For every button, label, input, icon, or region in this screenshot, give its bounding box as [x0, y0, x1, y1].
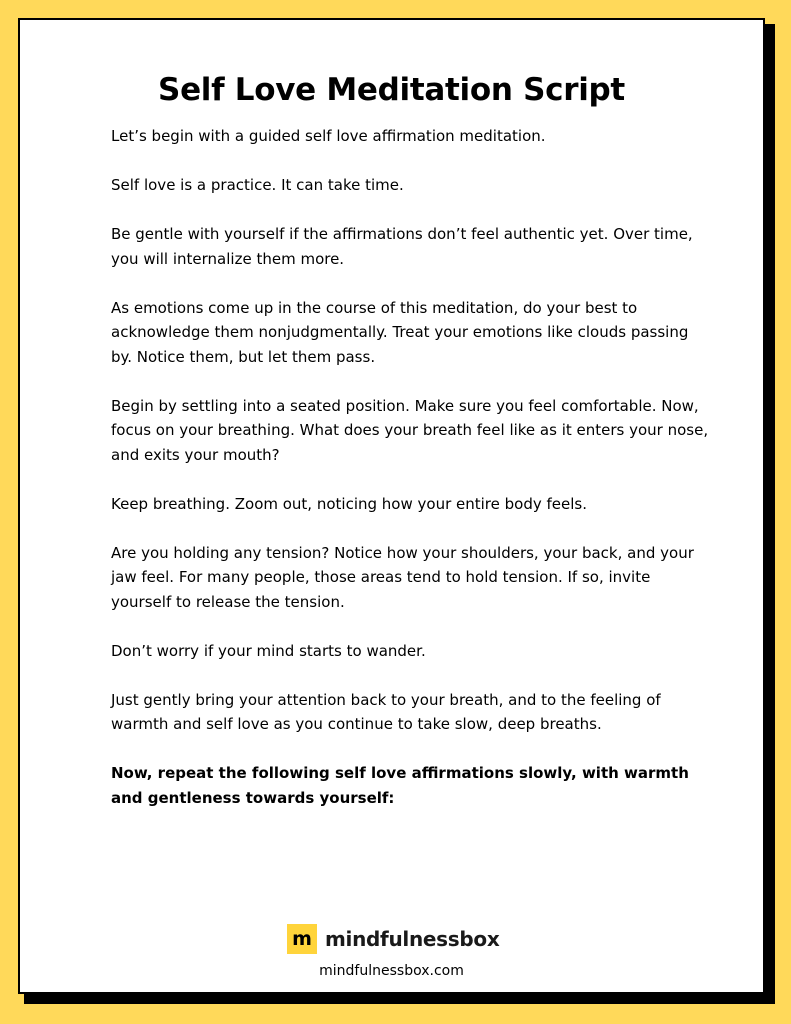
logo-wordmark: mindfulnessbox: [325, 927, 500, 951]
paragraph: Begin by settling into a seated position. Make sure you feel comfortable. Now, focus on your breathing. What does your breath feel like as it enters your nose, and exits your mouth?: [111, 396, 709, 464]
brand-logo: [287, 924, 499, 954]
logo-mark-icon: m: [287, 924, 317, 954]
page-title: Self Love Meditation Script: [158, 72, 625, 108]
script-body: [111, 124, 711, 835]
paragraph: Don’t worry if your mind starts to wander.: [111, 641, 426, 660]
website-url: mindfulnessbox.com: [319, 963, 464, 979]
paragraph: Just gently bring your attention back to your breath, and to the feeling of warmth and self love as you continue to take slow, deep breaths.: [111, 690, 661, 733]
document-page: [18, 18, 765, 994]
paragraph: Be gentle with yourself if the affirmations don’t feel authentic yet. Over time, you will internalize them more.: [111, 225, 693, 268]
paragraph: Let’s begin with a guided self love affirmation meditation.: [111, 127, 546, 145]
paragraph: As emotions come up in the course of this meditation, do your best to acknowledge them nonjudgmentally. Treat your emotions like clouds passing by. Notice them, but let them pass.: [111, 298, 689, 366]
paragraph: Keep breathing. Zoom out, noticing how your entire body feels.: [111, 494, 587, 513]
paragraph: Are you holding any tension? Notice how your shoulders, your back, and your jaw feel. For many people, those areas tend to hold tension. If so, invite yourself to release the tension.: [111, 543, 694, 611]
paragraph: Self love is a practice. It can take time.: [111, 176, 404, 194]
closing-instruction: Now, repeat the following self love affirmations slowly, with warmth and gentleness towards yourself:: [111, 764, 689, 807]
